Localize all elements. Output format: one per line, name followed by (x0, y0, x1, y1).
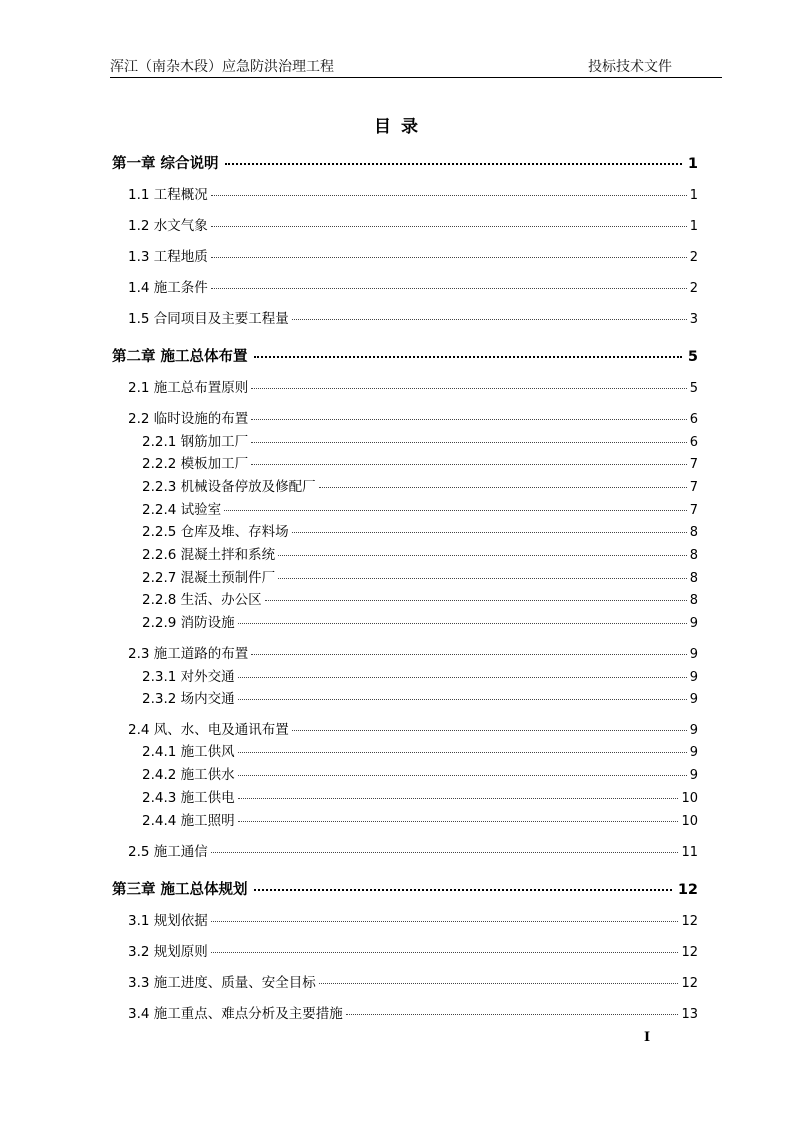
toc-dot-leader (211, 288, 687, 289)
toc-entry[interactable] (128, 214, 698, 236)
toc-entry-page: 7 (689, 457, 698, 472)
toc-dot-leader (292, 730, 687, 731)
toc-entry-page: 10 (681, 791, 698, 806)
toc-entry[interactable] (142, 520, 698, 542)
toc-entry-label: 2.2 临时设施的布置 (128, 411, 249, 427)
toc-entry-page: 9 (689, 723, 698, 738)
toc-entry[interactable] (142, 611, 698, 633)
toc-entry[interactable] (128, 376, 698, 398)
toc-entry-label: 3.2 规划原则 (128, 944, 208, 960)
toc-entry-label: 3.4 施工重点、难点分析及主要措施 (128, 1006, 343, 1022)
toc-entry-page: 7 (689, 480, 698, 495)
toc-entry[interactable] (142, 588, 698, 610)
toc-entry-label: 2.3.1 对外交通 (142, 669, 235, 685)
toc-entry-page: 12 (681, 976, 698, 991)
toc-dot-leader (238, 775, 687, 776)
toc-entry[interactable] (128, 642, 698, 664)
toc-entry-label: 2.2.5 仓库及堆、存料场 (142, 524, 289, 540)
toc-dot-leader (251, 654, 686, 655)
toc-entry[interactable] (142, 763, 698, 785)
toc-dot-leader (292, 319, 687, 320)
toc-entry[interactable] (142, 430, 698, 452)
toc-entry-page: 11 (681, 845, 698, 860)
toc-entry-label: 2.2.4 试验室 (142, 502, 222, 518)
toc-entry-label: 1.1 工程概况 (128, 187, 208, 203)
toc-entry-page: 1 (689, 219, 698, 234)
toc-dot-leader (211, 257, 687, 258)
toc-entry-label: 第二章 施工总体布置 (112, 349, 248, 365)
toc-entry-page: 7 (689, 503, 698, 518)
toc-entry-label: 2.4.4 施工照明 (142, 813, 235, 829)
toc-entry-page: 8 (689, 548, 698, 563)
toc-entry-label: 3.1 规划依据 (128, 913, 208, 929)
toc-entry[interactable] (142, 475, 698, 497)
toc-title: 目 录 (374, 117, 420, 137)
toc-entry-page: 6 (689, 412, 698, 427)
toc-entry[interactable] (128, 971, 698, 993)
toc-dot-leader (224, 510, 687, 511)
toc-entry-label: 2.4.1 施工供风 (142, 744, 235, 760)
toc-entry-label: 3.3 施工进度、质量、安全目标 (128, 975, 316, 991)
toc-entry-label: 2.3 施工道路的布置 (128, 646, 249, 662)
toc-entry-label: 1.3 工程地质 (128, 249, 208, 265)
toc-dot-leader (251, 464, 687, 465)
toc-dot-leader (251, 419, 686, 420)
toc-dot-leader (251, 442, 687, 443)
toc-entry-label: 1.5 合同项目及主要工程量 (128, 311, 289, 327)
toc-entry-page: 13 (681, 1007, 698, 1022)
toc-entry-label: 第一章 综合说明 (112, 156, 219, 172)
toc-entry[interactable] (128, 1002, 698, 1024)
toc-entry[interactable] (128, 940, 698, 962)
toc-entry-page: 1 (689, 188, 698, 203)
toc-dot-leader (238, 699, 687, 700)
toc-dot-leader (238, 677, 687, 678)
toc-dot-leader (211, 226, 687, 227)
toc-dot-leader (254, 889, 672, 891)
header-project-title: 浑江（南杂木段）应急防洪治理工程 (110, 59, 334, 75)
toc-entry[interactable] (128, 909, 698, 931)
toc-dot-leader (238, 752, 687, 753)
page-number: I (644, 1030, 651, 1045)
toc-entry-label: 2.4.2 施工供水 (142, 767, 235, 783)
toc-entry-page: 3 (689, 312, 698, 327)
toc-chapter-entry[interactable] (112, 152, 698, 174)
toc-dot-leader (238, 798, 679, 799)
toc-entry-page: 9 (689, 745, 698, 760)
toc-entry-label: 2.2.9 消防设施 (142, 615, 235, 631)
toc-entry-page: 12 (677, 882, 698, 898)
toc-entry[interactable] (128, 183, 698, 205)
toc-dot-leader (211, 952, 679, 953)
toc-entry[interactable] (142, 498, 698, 520)
toc-dot-leader (319, 983, 679, 984)
toc-entry[interactable] (142, 665, 698, 687)
toc-chapter-entry[interactable] (112, 878, 698, 900)
toc-entry[interactable] (142, 687, 698, 709)
toc-entry-page: 8 (689, 571, 698, 586)
toc-entry[interactable] (142, 740, 698, 762)
toc-entry-page: 9 (689, 616, 698, 631)
toc-entry-label: 2.4.3 施工供电 (142, 790, 235, 806)
toc-dot-leader (238, 821, 679, 822)
toc-dot-leader (278, 578, 687, 579)
toc-entry-label: 2.4 风、水、电及通讯布置 (128, 722, 289, 738)
toc-entry[interactable] (128, 307, 698, 329)
toc-entry-page: 5 (687, 349, 698, 365)
toc-entry-label: 2.3.2 场内交通 (142, 691, 235, 707)
toc-entry[interactable] (142, 543, 698, 565)
toc-entry-label: 1.2 水文气象 (128, 218, 208, 234)
toc-dot-leader (265, 600, 687, 601)
toc-entry-page: 9 (689, 647, 698, 662)
toc-entry-page: 12 (681, 914, 698, 929)
toc-dot-leader (254, 356, 682, 358)
toc-entry-page: 2 (689, 250, 698, 265)
toc-dot-leader (346, 1014, 679, 1015)
toc-entry-label: 2.2.3 机械设备停放及修配厂 (142, 479, 316, 495)
toc-entry[interactable] (128, 840, 698, 862)
toc-dot-leader (211, 852, 679, 853)
toc-entry-page: 8 (689, 593, 698, 608)
toc-entry[interactable] (142, 809, 698, 831)
toc-entry-label: 2.1 施工总布置原则 (128, 380, 249, 396)
toc-entry-page: 9 (689, 692, 698, 707)
toc-entry-label: 2.2.1 钢筋加工厂 (142, 434, 249, 450)
toc-dot-leader (225, 163, 682, 165)
toc-dot-leader (292, 532, 687, 533)
toc-entry-label: 2.2.8 生活、办公区 (142, 592, 262, 608)
toc-entry[interactable] (142, 452, 698, 474)
toc-entry-page: 12 (681, 945, 698, 960)
toc-entry-page: 8 (689, 525, 698, 540)
toc-entry[interactable] (142, 786, 698, 808)
toc-dot-leader (278, 555, 687, 556)
toc-entry-page: 9 (689, 670, 698, 685)
toc-dot-leader (251, 388, 686, 389)
toc-entry-page: 2 (689, 281, 698, 296)
toc-entry-page: 6 (689, 435, 698, 450)
toc-dot-leader (238, 623, 687, 624)
toc-entry[interactable] (128, 245, 698, 267)
toc-entry-label: 2.2.7 混凝土预制件厂 (142, 570, 276, 586)
toc-entry-label: 第三章 施工总体规划 (112, 882, 248, 898)
toc-entry-page: 10 (681, 814, 698, 829)
toc-entry-label: 1.4 施工条件 (128, 280, 208, 296)
toc-entry-label: 2.2.2 模板加工厂 (142, 456, 249, 472)
header-doc-type: 投标技术文件 (588, 59, 672, 75)
toc-entry-label: 2.5 施工通信 (128, 844, 208, 860)
toc-dot-leader (211, 921, 679, 922)
toc-entry-page: 9 (689, 768, 698, 783)
toc-dot-leader (319, 487, 687, 488)
toc-dot-leader (211, 195, 687, 196)
toc-entry-page: 1 (687, 156, 698, 172)
toc-chapter-entry[interactable] (112, 345, 698, 367)
toc-entry-page: 5 (689, 381, 698, 396)
toc-entry[interactable] (128, 407, 698, 429)
toc-entry[interactable] (128, 718, 698, 740)
toc-entry[interactable] (142, 566, 698, 588)
toc-entry-label: 2.2.6 混凝土拌和系统 (142, 547, 276, 563)
toc-entry[interactable] (128, 276, 698, 298)
